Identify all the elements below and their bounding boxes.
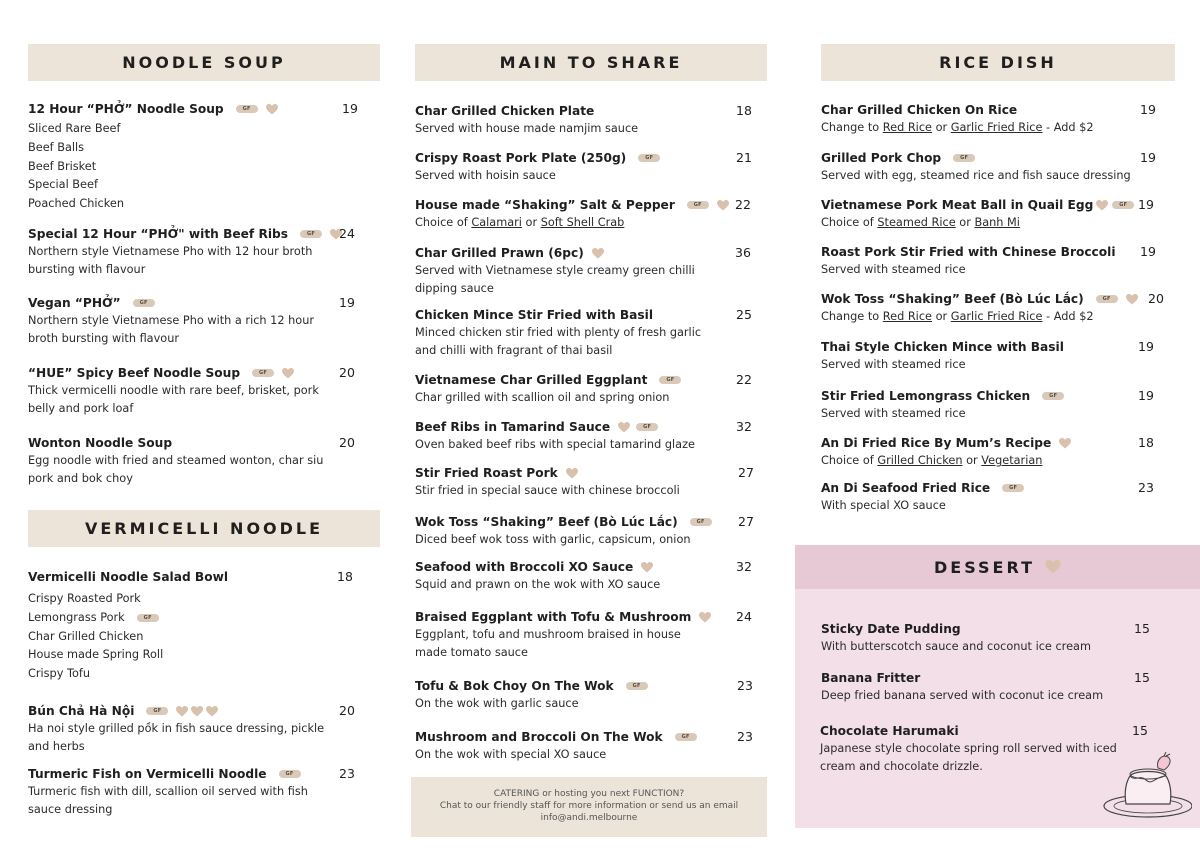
- sub-option: Poached Chicken: [28, 197, 124, 211]
- item-description: Served with house made namjim sauce: [415, 122, 639, 135]
- item-description: On the wok with special XO sauce: [415, 748, 607, 761]
- menu-item: [415, 150, 767, 185]
- sub-option: Lemongrass Pork GF: [28, 609, 380, 628]
- menu-item: [821, 102, 1175, 137]
- menu-item: [821, 244, 1175, 279]
- menu-item: [821, 150, 1175, 185]
- menu-item: [415, 729, 767, 764]
- menu-item: [821, 670, 1175, 705]
- menu-item: [821, 435, 1175, 470]
- gf-badge: GF: [300, 230, 322, 238]
- heart-icon: [266, 104, 278, 115]
- item-description: Char grilled with scallion oil and spring onion: [415, 391, 670, 404]
- item-price: 20: [339, 435, 355, 450]
- item-description: Change to Red Rice or Garlic Fried Rice - Add $2: [821, 310, 1094, 323]
- gf-badge: GF: [1042, 392, 1064, 400]
- item-description: With butterscotch sauce and coconut ice cream: [821, 640, 1091, 653]
- item-name: Char Grilled Chicken On Rice: [821, 103, 1018, 117]
- gf-badge: GF: [953, 154, 975, 162]
- item-price: 32: [736, 559, 752, 574]
- heart-icon: [592, 248, 604, 259]
- item-name: “HUE” Spicy Beef Noodle Soup: [28, 366, 241, 380]
- item-description: Choice of Calamari or Soft Shell Crab: [415, 216, 625, 229]
- item-description: Served with steamed rice: [821, 407, 966, 420]
- menu-item: [415, 465, 767, 500]
- item-name: Wok Toss “Shaking” Beef (Bò Lúc Lắc): [821, 292, 1084, 306]
- catering-email: info@andi.melbourne: [540, 813, 638, 823]
- menu-item: [415, 307, 767, 359]
- item-description: Stir fried in special sauce with chinese broccoli: [415, 484, 680, 497]
- option-soft-shell-crab: Soft Shell Crab: [540, 216, 625, 229]
- item-price: 19: [1138, 339, 1154, 354]
- gf-badge: GF: [252, 369, 274, 377]
- menu-item: [28, 365, 380, 417]
- item-price: 32: [736, 419, 752, 434]
- item-description: Diced beef wok toss with garlic, capsicum, onion: [415, 533, 691, 546]
- item-name: An Di Seafood Fried Rice: [821, 481, 991, 495]
- item-price: 20: [1148, 291, 1164, 306]
- menu-item: [28, 295, 380, 347]
- item-name: Tofu & Bok Choy On The Wok: [415, 679, 614, 693]
- heart-icon: [282, 368, 294, 379]
- sub-option: Beef Brisket: [28, 159, 97, 173]
- item-price: 27: [738, 465, 754, 480]
- item-description: Squid and prawn on the wok with XO sauce: [415, 578, 661, 591]
- item-description: Thick vermicelli noodle with rare beef, brisket, pork belly and pork loaf: [28, 384, 319, 415]
- item-price: 23: [737, 729, 753, 744]
- item-price: 15: [1134, 670, 1150, 685]
- sub-option: Char Grilled Chicken: [28, 629, 144, 643]
- gf-badge: GF: [675, 733, 697, 741]
- menu-item: [821, 339, 1175, 374]
- item-price: 15: [1134, 621, 1150, 636]
- gf-badge: GF: [690, 518, 712, 526]
- item-name: Bún Chả Hà Nội: [28, 704, 135, 718]
- noodle-soup-title: NOODLE SOUP: [122, 53, 286, 72]
- item-price: 18: [1138, 435, 1154, 450]
- menu-item: [415, 678, 767, 713]
- menu-item: [821, 197, 1175, 232]
- item-description: Deep fried banana served with coconut ice cream: [821, 689, 1104, 702]
- menu-item: [415, 245, 767, 297]
- item-name: Mushroom and Broccoli On The Wok: [415, 730, 663, 744]
- item-description: Eggplant, tofu and mushroom braised in house made tomato sauce: [415, 628, 681, 659]
- sub-option: House made Spring Roll: [28, 648, 164, 662]
- item-name: Braised Eggplant with Tofu & Mushroom: [415, 610, 692, 624]
- item-name: 12 Hour “PHỞ” Noodle Soup: [28, 102, 224, 116]
- item-description: Northern style Vietnamese Pho with a rich 12 hour broth bursting with flavour: [28, 314, 315, 345]
- item-price: 15: [1132, 723, 1148, 738]
- menu-item: [415, 419, 767, 454]
- gf-badge: GF: [687, 201, 709, 209]
- gf-badge: GF: [659, 376, 681, 384]
- menu-item: [28, 569, 380, 684]
- item-price: 19: [1140, 244, 1156, 259]
- menu-item: [28, 703, 380, 755]
- item-name: An Di Fried Rice By Mum’s Recipe: [821, 436, 1052, 450]
- sub-option: Crispy Tofu: [28, 667, 91, 681]
- catering-line: CATERING or hosting you next FUNCTION?: [493, 789, 685, 799]
- menu-item: [415, 197, 767, 232]
- item-name: Wok Toss “Shaking” Beef (Bò Lúc Lắc): [415, 515, 678, 529]
- item-description: Ha noi style grilled pồk in fish sauce dressing, pickle and herbs: [28, 722, 325, 753]
- heart-icon: [566, 468, 578, 479]
- gf-badge: GF: [1096, 295, 1118, 303]
- sub-option: Special Beef: [28, 178, 98, 192]
- item-name: Crispy Roast Pork Plate (250g): [415, 151, 627, 165]
- heart-icon: [1045, 560, 1061, 574]
- heart-icon: [176, 706, 188, 717]
- gf-badge: GF: [1112, 201, 1134, 209]
- heart-icon: [699, 612, 711, 623]
- main-to-share-banner: [415, 44, 767, 81]
- item-name: Stir Fried Roast Pork: [415, 466, 558, 480]
- menu-item: [28, 435, 380, 487]
- item-name: Wonton Noodle Soup: [28, 436, 173, 450]
- heart-icon: [641, 562, 653, 573]
- item-name: Stir Fried Lemongrass Chicken: [821, 389, 1031, 403]
- catering-line: Chat to our friendly staff for more information or send us an email: [439, 801, 739, 811]
- heart-icon: [1126, 294, 1138, 305]
- gf-badge: GF: [279, 770, 301, 778]
- item-description: Served with steamed rice: [821, 263, 966, 276]
- item-price: 18: [736, 103, 752, 118]
- menu-item: [28, 766, 380, 818]
- item-description: Oven baked beef ribs with special tamarind glaze: [415, 438, 695, 451]
- menu-item: [821, 291, 1175, 326]
- item-description: Choice of Grilled Chicken or Vegetarian: [821, 454, 1043, 467]
- menu-item: [821, 388, 1175, 423]
- heart-icon: [618, 422, 630, 433]
- item-price: 18: [337, 569, 353, 584]
- item-description: Served with Vietnamese style creamy green chilli dipping sauce: [415, 264, 695, 295]
- item-description: On the wok with garlic sauce: [415, 697, 579, 710]
- item-description: Served with steamed rice: [821, 358, 966, 371]
- heart-icon: [717, 200, 729, 211]
- item-price: 25: [736, 307, 752, 322]
- menu-item: [28, 226, 380, 278]
- item-price: 22: [735, 197, 751, 212]
- gf-badge: GF: [133, 299, 155, 307]
- pudding-illustration: [1100, 748, 1192, 820]
- dessert-banner: [795, 545, 1200, 589]
- item-name: Turmeric Fish on Vermicelli Noodle: [28, 767, 267, 781]
- gf-badge: GF: [1002, 484, 1024, 492]
- vermicelli-banner: [28, 510, 380, 547]
- gf-badge: GF: [636, 423, 658, 431]
- menu-item: [415, 559, 767, 594]
- item-name: House made “Shaking” Salt & Pepper: [415, 198, 675, 212]
- sub-option: Beef Balls: [28, 140, 85, 154]
- gf-badge: GF: [236, 105, 258, 113]
- catering-note: [411, 777, 767, 837]
- vermicelli-title: VERMICELLI NOODLE: [84, 519, 324, 538]
- item-name: Sticky Date Pudding: [821, 622, 961, 636]
- item-name: Banana Fritter: [821, 671, 921, 685]
- item-price: 19: [1140, 102, 1156, 117]
- item-name: Char Grilled Prawn (6pc): [415, 246, 584, 260]
- item-price: 36: [735, 245, 751, 260]
- item-price: 20: [339, 365, 355, 380]
- item-name: Chocolate Harumaki: [820, 724, 959, 738]
- noodle-soup-banner: [28, 44, 380, 81]
- item-name: Char Grilled Chicken Plate: [415, 104, 595, 118]
- menu-item: [821, 621, 1175, 656]
- menu-item: [415, 103, 767, 138]
- item-description: Served with egg, steamed rice and fish sauce dressing: [821, 169, 1131, 182]
- item-description: With special XO sauce: [821, 499, 946, 512]
- gf-badge: GF: [146, 707, 168, 715]
- item-description: Minced chicken stir fried with plenty of fresh garlic and chilli with fragrant of thai basil: [415, 326, 702, 357]
- item-price: 19: [1138, 197, 1154, 212]
- item-price: 19: [1138, 388, 1154, 403]
- item-description: Northern style Vietnamese Pho with 12 hour broth bursting with flavour: [28, 245, 313, 276]
- gf-badge: GF: [638, 154, 660, 162]
- item-description: Egg noodle with fried and steamed wonton, char siu pork and bok choy: [28, 454, 324, 485]
- menu-item: [415, 514, 767, 549]
- item-price: 27: [738, 514, 754, 529]
- sub-option: Crispy Roasted Pork: [28, 592, 141, 605]
- menu-item: [415, 609, 767, 661]
- option-calamari: Calamari: [471, 216, 522, 229]
- item-price: 22: [736, 372, 752, 387]
- item-name: Vietnamese Char Grilled Eggplant: [415, 373, 648, 387]
- item-name: Vegan “PHỞ”: [28, 296, 121, 310]
- item-description: Served with hoisin sauce: [415, 169, 556, 182]
- item-price: 23: [1138, 480, 1154, 495]
- item-name: Grilled Pork Chop: [821, 151, 942, 165]
- gf-badge: GF: [137, 614, 159, 622]
- item-price: 23: [339, 766, 355, 781]
- item-description: Turmeric fish with dill, scallion oil served with fish sauce dressing: [28, 785, 308, 816]
- item-price: 24: [736, 609, 752, 624]
- item-name: Roast Pork Stir Fried with Chinese Broccoli: [821, 245, 1116, 259]
- item-price: 23: [737, 678, 753, 693]
- item-price: 19: [1140, 150, 1156, 165]
- item-price: 20: [339, 703, 355, 718]
- dessert-title: DESSERT: [934, 557, 1035, 577]
- item-name: Special 12 Hour “PHỞ" with Beef Ribs: [28, 227, 288, 241]
- heart-icon: [206, 706, 218, 717]
- menu-item: [415, 372, 767, 407]
- item-price: 21: [736, 150, 752, 165]
- item-name: Vermicelli Noodle Salad Bowl: [28, 570, 229, 584]
- main-to-share-title: MAIN TO SHARE: [499, 53, 683, 72]
- item-name: Chicken Mince Stir Fried with Basil: [415, 308, 654, 322]
- sub-option: Sliced Rare Beef: [28, 122, 121, 135]
- item-price: 19: [342, 101, 358, 116]
- item-name: Seafood with Broccoli XO Sauce: [415, 560, 634, 574]
- item-name: Thai Style Chicken Mince with Basil: [821, 340, 1064, 354]
- item-price: 24: [339, 226, 355, 241]
- gf-badge: GF: [626, 682, 648, 690]
- item-name: Beef Ribs in Tamarind Sauce: [415, 420, 611, 434]
- heart-icon: [1059, 438, 1071, 449]
- menu-item: [28, 101, 380, 214]
- item-description: Choice of Steamed Rice or Banh Mi: [821, 216, 1020, 229]
- heart-icon: [1096, 200, 1108, 211]
- item-name: Vietnamese Pork Meat Ball in Quail Egg: [821, 198, 1094, 212]
- rice-dish-banner: [821, 44, 1175, 81]
- rice-dish-title: RICE DISH: [939, 53, 1057, 72]
- item-description: Change to Red Rice or Garlic Fried Rice - Add $2: [821, 121, 1094, 134]
- heart-icon: [191, 706, 203, 717]
- item-price: 19: [339, 295, 355, 310]
- item-description: Japanese style chocolate spring roll served with iced cream and chocolate drizzle.: [820, 742, 1117, 773]
- menu-item: [821, 480, 1175, 515]
